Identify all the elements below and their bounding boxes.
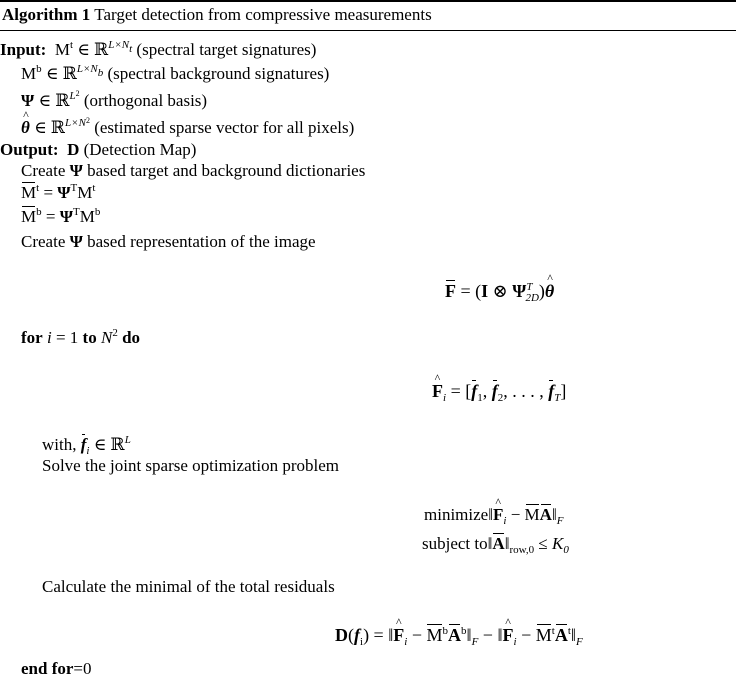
input-item-3: (orthogonal basis): [83, 91, 208, 110]
input-line-3: [21, 89, 208, 110]
end-for-line: [21, 660, 92, 677]
math-psi-inline-2: Ψ: [69, 232, 83, 251]
caption-rule: [0, 30, 736, 31]
for-to: to: [82, 328, 97, 347]
end-suffix: =0: [73, 659, 92, 678]
equation-detection: $D(f_i)$ = ‖^ $F_i$ − $M^bA^b‖_F$ − ‖^ $F_i$ − $M^tA^t‖_F$: [335, 626, 583, 644]
input-item-4: (estimated sparse vector for all pixels): [94, 118, 355, 137]
for-line: for i = 1 to $N^2$ do: [21, 327, 141, 347]
step-mb-bar: $M^b = \Psi^TM^b$: [21, 206, 101, 226]
output-text: (Detection Map): [83, 140, 197, 159]
equation-f-bar: F = (I ⊗ $\Psi^T_{2D})\^{}$ θ: [445, 282, 554, 300]
minimize-label: minimize: [424, 505, 489, 524]
solve-line: Solve the joint sparse optimization problem: [42, 456, 339, 475]
equation-subject-to: subject $to‖A‖_{row,0} \le K_0$: [422, 534, 569, 556]
math-mb: $M^b$ ∈ ℝ$^{L\times N_b}$: [21, 63, 104, 83]
math-theta: ^ θ ∈ ℝ$^{L\times N^2}$: [21, 118, 90, 137]
calculate-line: Calculate the minimal of the total residuals: [42, 577, 335, 596]
input-line-4: [21, 116, 355, 137]
for-do: do: [122, 328, 141, 347]
step-mt-bar: $M^t = \Psi^TM^t$: [21, 182, 96, 202]
step-create-dict: [21, 162, 365, 179]
equation-minimize: minimize‖^ $F_i$ − $MA‖_F$: [424, 506, 563, 523]
input-keyword: Input:: [0, 40, 47, 59]
math-mt: $M^t$ ∈ ℝ$^{L\times N_t}$: [54, 39, 133, 59]
subject-to-label: subject to: [422, 534, 488, 553]
create-dict-pre: Create: [21, 161, 66, 180]
for-keyword: for: [21, 328, 43, 347]
with-line: with, $f_i$ ∈ ℝ$^L$: [42, 434, 131, 457]
input-line-2: [21, 65, 329, 82]
output-line: [0, 141, 196, 158]
top-rule: [0, 0, 736, 2]
end-for-keyword: end for: [21, 659, 74, 678]
algorithm-title: Target detection from compressive measurements: [94, 5, 432, 24]
create-rep-pre: Create: [21, 232, 66, 251]
algorithm-caption: [2, 6, 432, 23]
output-keyword: Output:: [0, 140, 59, 159]
algorithm-label: Algorithm 1: [2, 5, 91, 24]
equation-f-hat: ^ $F_i = [f_1$, $f_2$, . . . , $f_T$]: [432, 382, 566, 400]
step-create-rep: [21, 233, 316, 250]
input-item-2: (spectral background signatures): [107, 64, 330, 83]
input-item-1: (spectral target signatures): [136, 40, 317, 59]
create-rep-post: based representation of the image: [87, 232, 316, 251]
math-psi: Ψ ∈ ℝ$^{L^2}$: [21, 89, 80, 110]
input-line: [0, 41, 316, 58]
create-dict-post: based target and background dictionaries: [87, 161, 366, 180]
math-psi-inline: Ψ: [69, 161, 83, 180]
math-d: D: [67, 140, 80, 159]
with-label: with,: [42, 435, 77, 454]
